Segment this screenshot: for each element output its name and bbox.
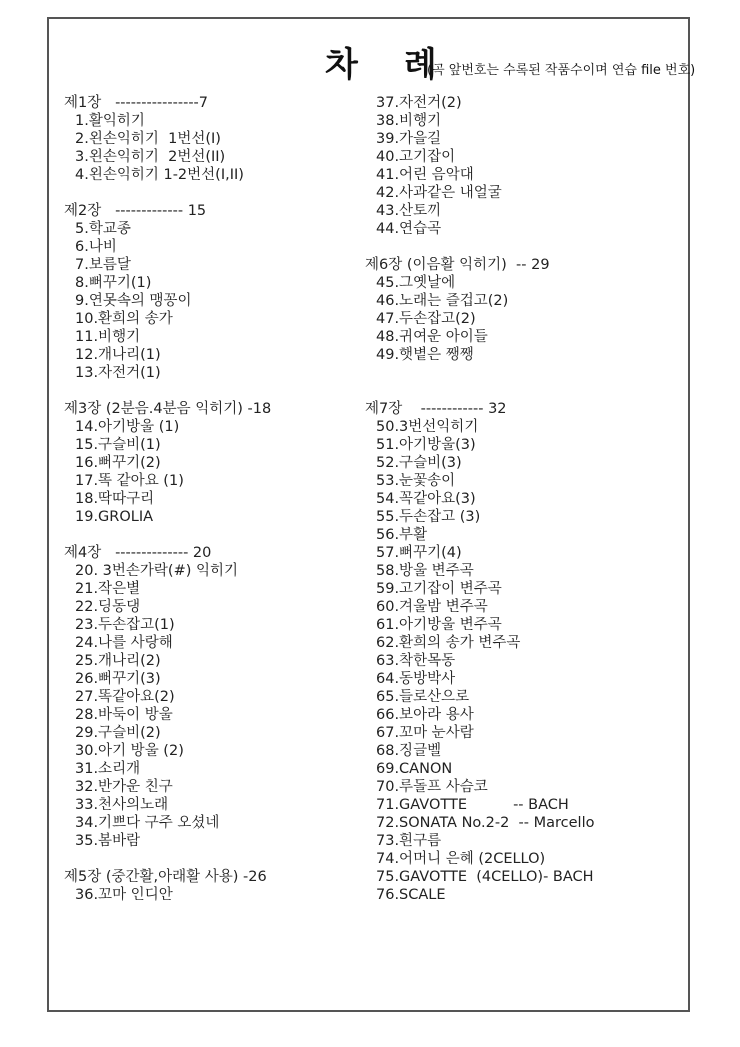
toc-entry: 6.나비 [75, 239, 117, 255]
chapter-heading: 제5장 (중간활,아래활 사용) -26 [64, 869, 267, 885]
toc-entry: 30.아기 방울 (2) [75, 743, 184, 759]
title-area [49, 37, 696, 87]
toc-entry: 55.두손잡고 (3) [376, 509, 481, 525]
chapter-heading: 제7장 ------------ 32 [365, 401, 507, 417]
toc-entry: 28.바둑이 방울 [75, 707, 173, 723]
toc-entry: 35.봄바람 [75, 833, 141, 849]
spacer [64, 382, 364, 400]
toc-entry: 38.비행기 [376, 113, 442, 129]
title-char-1: 차 [325, 45, 360, 85]
toc-entry: 39.가을길 [376, 131, 442, 147]
chapter-heading: 제1장 ----------------7 [64, 95, 209, 111]
toc-entry: 2.왼손익히기 1번선(I) [75, 131, 221, 147]
toc-entry: 18.딱따구리 [75, 491, 155, 507]
toc-entry: 42.사과같은 내얼굴 [376, 185, 502, 201]
spacer [365, 382, 655, 400]
toc-entry: 53.눈꽃송이 [376, 473, 456, 489]
toc-entry: 62.환희의 송가 변주곡 [376, 635, 521, 651]
toc-entry: 44.연습곡 [376, 221, 442, 237]
right-column [365, 94, 655, 904]
toc-entry: 15.구슬비(1) [75, 437, 161, 453]
chapter-heading: 제3장 (2분음.4분음 익히기) -18 [64, 401, 272, 417]
chapter-heading: 제6장 (이음활 익히기) -- 29 [365, 257, 550, 273]
toc-entry: 69.CANON [376, 761, 453, 777]
toc-entry: 61.아기방울 변주곡 [376, 617, 502, 633]
toc-entry: 14.아기방울 (1) [75, 419, 180, 435]
toc-entry: 48.귀여운 아이들 [376, 329, 488, 345]
toc-entry: 43.산토끼 [376, 203, 442, 219]
toc-entry: 34.기쁘다 구주 오셨네 [75, 815, 220, 831]
toc-entry: 4.왼손익히기 1-2번선(I,II) [75, 167, 244, 183]
chapter-heading: 제4장 -------------- 20 [64, 545, 212, 561]
toc-entry: 33.천사의노래 [75, 797, 169, 813]
toc-entry: 67.꼬마 눈사람 [376, 725, 474, 741]
toc-entry: 25.개나리(2) [75, 653, 161, 669]
toc-entry: 41.어린 음악대 [376, 167, 474, 183]
toc-entry: 9.연못속의 맹꽁이 [75, 293, 192, 309]
spacer [365, 238, 655, 256]
toc-entry: 65.들로산으로 [376, 689, 470, 705]
toc-entry: 70.루돌프 사슴코 [376, 779, 488, 795]
chapter-heading: 제2장 ------------- 15 [64, 203, 207, 219]
title-note: (곡 앞번호는 수록된 작품수이며 연습 file 번호) [427, 63, 696, 78]
toc-entry: 51.아기방울(3) [376, 437, 476, 453]
toc-entry: 58.방울 변주곡 [376, 563, 474, 579]
toc-entry: 10.환희의 송가 [75, 311, 173, 327]
toc-entry: 5.학교종 [75, 221, 131, 237]
toc-entry: 32.반가운 친구 [75, 779, 173, 795]
toc-entry: 68.징글벨 [376, 743, 442, 759]
title-char-2: 례 [403, 45, 439, 85]
toc-entry: 74.어머니 은혜 (2CELLO) [376, 851, 546, 867]
left-column [64, 94, 364, 904]
toc-entry: 59.고기잡이 변주곡 [376, 581, 502, 597]
spacer [64, 184, 364, 202]
toc-entry: 13.자전거(1) [75, 365, 161, 381]
toc-entry: 1.활익히기 [75, 113, 145, 129]
toc-entry: 50.3번선익히기 [376, 419, 479, 435]
toc-entry: 17.똑 같아요 (1) [75, 473, 184, 489]
toc-entry: 11.비행기 [75, 329, 141, 345]
toc-entry: 31.소리개 [75, 761, 141, 777]
toc-entry: 24.나를 사랑해 [75, 635, 173, 651]
toc-entry: 63.착한목동 [376, 653, 456, 669]
toc-entry: 12.개나리(1) [75, 347, 161, 363]
toc-entry: 73.흰구름 [376, 833, 442, 849]
toc-entry: 52.구슬비(3) [376, 455, 462, 471]
toc-entry: 66.보아라 용사 [376, 707, 474, 723]
toc-entry: 75.GAVOTTE (4CELLO)- BACH [376, 869, 594, 885]
toc-entry: 3.왼손익히기 2번선(II) [75, 149, 226, 165]
toc-entry: 57.뻐꾸기(4) [376, 545, 462, 561]
toc-entry: 36.꼬마 인디안 [75, 887, 173, 903]
toc-entry: 22.딩동댕 [75, 599, 141, 615]
toc-entry: 29.구슬비(2) [75, 725, 161, 741]
toc-entry: 21.작은별 [75, 581, 141, 597]
toc-entry: 76.SCALE [376, 887, 446, 903]
toc-entry: 46.노래는 즐겁고(2) [376, 293, 509, 309]
toc-entry: 16.뻐꾸기(2) [75, 455, 161, 471]
toc-entry: 72.SONATA No.2-2 -- Marcello [376, 815, 595, 831]
toc-entry: 20. 3번손가락(#) 익히기 [75, 563, 239, 579]
toc-entry: 40.고기잡이 [376, 149, 456, 165]
spacer [365, 364, 655, 382]
toc-entry: 23.두손잡고(1) [75, 617, 175, 633]
page-title [325, 37, 439, 86]
toc-entry: 37.자전거(2) [376, 95, 462, 111]
spacer [64, 850, 364, 868]
toc-entry: 54.꼭같아요(3) [376, 491, 476, 507]
toc-entry: 7.보름달 [75, 257, 131, 273]
toc-entry: 26.뻐꾸기(3) [75, 671, 161, 687]
toc-entry: 71.GAVOTTE -- BACH [376, 797, 569, 813]
toc-entry: 64.동방박사 [376, 671, 456, 687]
toc-entry: 47.두손잡고(2) [376, 311, 476, 327]
toc-entry: 27.똑같아요(2) [75, 689, 175, 705]
toc-entry: 19.GROLIA [75, 509, 154, 525]
toc-entry: 45.그옛날에 [376, 275, 456, 291]
toc-entry: 56.부활 [376, 527, 428, 543]
toc-entry: 60.겨울밤 변주곡 [376, 599, 488, 615]
spacer [64, 526, 364, 544]
toc-entry: 8.뻐꾸기(1) [75, 275, 152, 291]
toc-entry: 49.햇볕은 쨍쨍 [376, 347, 474, 363]
